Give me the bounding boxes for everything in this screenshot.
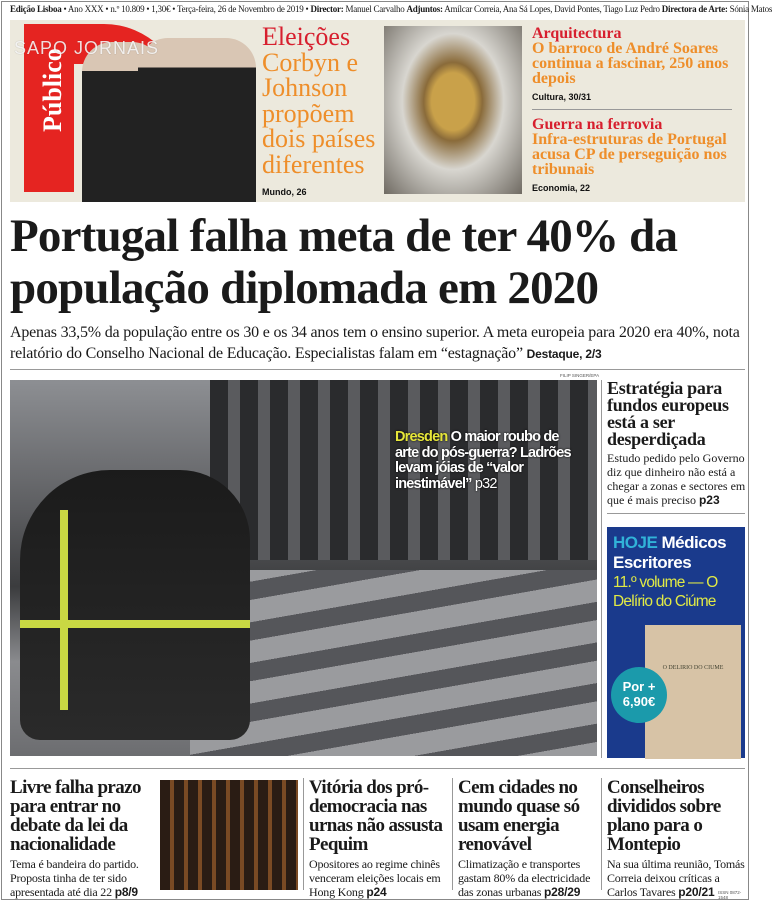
page-ref: Destaque, 2/3 [526,347,602,361]
book-cover: O DELIRIO DO CIUME [645,625,741,759]
art-director: Sónia Matos [727,4,772,14]
bottom-story[interactable]: Livre falha prazo para entrar no debate da lei da nacionalidade Tema é bandeira do partido. Proposta tinha de ter sido apresentada até dia 22 p8/9 [10,777,141,899]
watermark: SAPO JORNAIS [14,38,160,58]
teaser-elections[interactable]: Eleições Corbyn e Johnson propõem dois países diferentes Mundo, 26 [262,22,376,197]
bottom-story[interactable]: Conselheiros divididos sobre plano para o Montepio Na sua última reunião, Tomás Correia deixou críticas a Carlos Tavares p20/21 [607,777,745,899]
promo-box[interactable]: HOJE Médicos Escritores 11.º volume — O Delírio do Ciúme O DELIRIO DO CIUME Por + 6,90€ [607,527,745,758]
header-teasers [10,20,745,202]
lead-deck: Apenas 33,5% da população entre os 30 e os 34 anos tem o ensino superior. A meta europeia para 2020 era 40%, nota relatório do Conselho Nacional de Educação. Especialistas falam em “estagnação” Destaque, 2/3 [10,324,740,362]
photo-church [384,26,522,194]
bottom-story[interactable]: Vitória dos pró-democracia nas urnas não assusta Pequim Opositores ao regime chinês venceram eleições locais em Hong Kong p24 [309,777,443,899]
divider [452,778,453,890]
photo-steps [190,570,597,756]
teaser-rail[interactable]: Guerra na ferrovia Infra-estruturas de Portugal acusa CP de perseguição nos tribunais Economia, 22 [532,116,727,193]
photo-credit: FILIP SINGER/EPA [560,373,600,378]
divider [607,513,745,514]
issn: ISSN 0872-1548 [718,890,742,900]
photo-woman [160,780,298,890]
logo[interactable]: Público [38,48,67,132]
divider [601,778,602,890]
divider [303,778,304,890]
masthead-info: Edição Lisboa • Ano XXX • n.º 10.809 • 1,30€ • Terça-feira, 26 de Novembro de 2019 • Director: Manuel Carvalho Adjuntos: Amílcar Correia, Ana Sá Lopes, David Pontes, Tiago Luz Pedro Directora de Arte: Sónia Matos [10,4,772,14]
bottom-story[interactable]: Cem cidades no mundo quase só usam energia renovável Climatização e transportes gastam 80% da electricidade das zonas urbanas p28/29 [458,777,591,899]
divider [601,380,602,758]
main-photo [10,380,597,756]
photo-firefighter [20,470,250,740]
price-badge: Por + 6,90€ [611,667,667,723]
divider [532,109,732,110]
divider [10,369,745,370]
photo-johnson [138,38,256,202]
teaser-architecture[interactable]: Arquitectura O barroco de André Soares continua a fascinar, 250 anos depois Cultura, 30/31 [532,25,729,102]
lead-headline[interactable]: Portugal falha meta de ter 40% da população diplomada em 2020 [10,210,678,314]
photo-caption[interactable]: Dresden O maior roubo de arte do pós-guerra? Ladrões levam jóias de “valor inestimável” p32 [395,429,571,492]
divider [10,768,745,769]
side-story[interactable]: Estratégia para fundos europeus está a ser desperdiçada Estudo pedido pelo Governo diz que dinheiro não está a chegar a zonas e sectores em que é mais preciso p23 [607,378,746,507]
